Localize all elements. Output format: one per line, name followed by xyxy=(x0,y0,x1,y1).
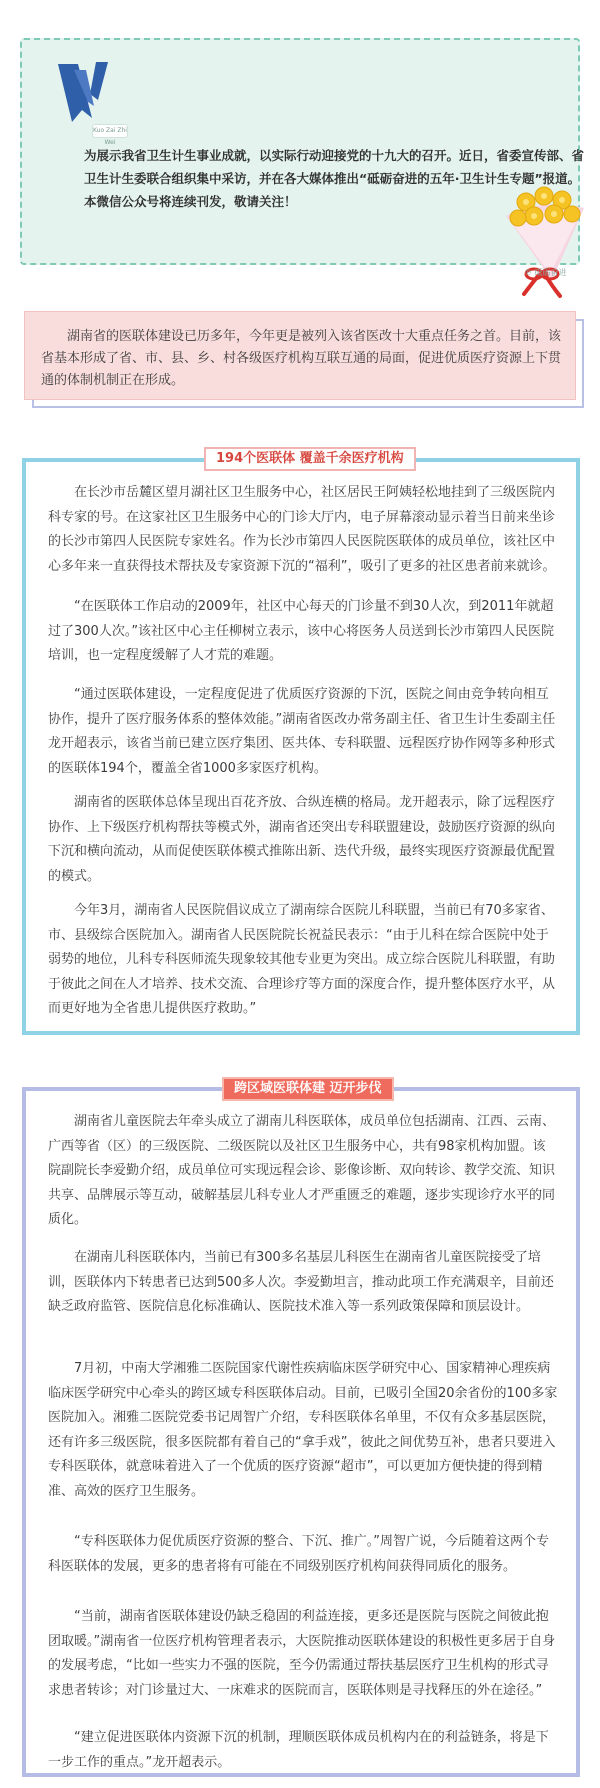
ribbon-icon xyxy=(52,60,116,124)
lead-text: 湖南省的医联体建设已历多年，今年更是被列入该省医改十大重点任务之首。目前，该省基本形成了省、市、县、乡、村各级医疗机构互联互通的局面，促进优质医疗资源上下贯通的体制机制正在形成。 xyxy=(24,311,576,400)
section-2-paragraph: “专科医联体力促优质医疗资源的整合、下沉、推广。”周智广说，今后随着这两个专科医联体的发展，更多的患者将有可能在不同级别医疗机构间获得同质化的服务。 xyxy=(48,1534,549,1574)
section-1-paragraph: 在长沙市岳麓区望月湖社区卫生服务中心，社区居民王阿姨轻松地挂到了三级医院内科专家的号。在这家社区卫生服务中心的门诊大厅内，电子屏幕滚动显示着当日前来坐诊的长沙市第四人民医院专家姓名。作为长沙市第四人民医院医联体的成员单位，该社区中心多年来一直获得技术帮扶及专家资源下沉的“福利”，吸引了更多的社区患者前来就诊。 xyxy=(48,485,556,574)
bouquet-icon xyxy=(500,186,590,302)
section-1-title: 194个医联体 覆盖千余医疗机构 xyxy=(204,447,416,471)
section-2-paragraph: 湖南省儿童医院去年牵头成立了湖南儿科医联体，成员单位包括湖南、江西、云南、广西等省（区）的三级医院、二级医院以及社区卫生服务中心，共有98家机构加盟。该院副院长李爱勤介绍，成员单位可实现远程会诊、影像诊断、双向转诊、教学交流、知识共享、品牌展示等互动，破解基层儿科专业人才严重匮乏的难题，逐步实现诊疗水平的同质化。 xyxy=(48,1114,556,1228)
section-1-paragraph: “通过医联体建设，一定程度促进了优质医疗资源的下沉，医院之间由竞争转向相互协作，提升了医疗服务体系的整体效能。”湖南省医改办常务副主任、省卫生计生委副主任龙开超表示，该省当前已建立医疗集团、医共体、专科联盟、远程医疗协作网等多种形式的医联体194个，覆盖全省1000多家医疗机构。 xyxy=(48,687,556,776)
section-2-paragraph: 在湖南儿科医联体内，当前已有300多名基层儿科医生在湖南省儿童医院接受了培训，医联体内下转患者已达到500多人次。李爱勤坦言，推动此项工作充满艰辛，目前还缺乏政府监管、医院信息化标准确认、医院技术准入等一系列政策保障和顶层设计。 xyxy=(48,1250,554,1315)
section-1-paragraph: “在医联体工作启动的2009年，社区中心每天的门诊量不到30人次，到2011年就超过了300人次。”该社区中心主任柳树立表示，该中心将医务人员送到长沙市第四人民医院培训，也一定程度缓解了人才荒的难题。 xyxy=(48,599,555,664)
section-2-title: 跨区域医联体建 迈开步伐 xyxy=(222,1077,394,1101)
section-2-paragraph: “当前，湖南省医联体建设仍缺乏稳固的利益连接，更多还是医院与医院之间彼此抱团取暖。”湖南省一位医疗机构管理者表示，大医院推动医联体建设的积极性更多居于自身的发展考虑，“比如一些实力不强的医院，至今仍需通过帮扶基层医疗卫生机构的形式寻求患者转诊；对门诊量过大、一床难求的医院而言，医联体则是寻找释压的外在途径。” xyxy=(48,1609,556,1698)
lead-block xyxy=(24,311,584,408)
brand-tag: Kuo Zai Zhi Wei xyxy=(92,124,128,138)
section-1-paragraph: 今年3月，湖南省人民医院倡议成立了湖南综合医院儿科联盟，当前已有70多家省、市、县级综合医院加入。湖南省人民医院院长祝益民表示：“由于儿科在综合医院中处于弱势的地位，儿科专科医师流失现象较其他专业更为突出。成立综合医院儿科联盟，有助于彼此之间在人才培养、技术交流、合理诊疗等方面的深度合作，提升整体医疗水平，从而更好地为全省患儿提供医疗救助。” xyxy=(48,903,556,1017)
section-2-paragraph: 7月初，中南大学湘雅二医院国家代谢性疾病临床医学研究中心、国家精神心理疾病临床医学研究中心牵头的跨区域专科医联体启动。目前，已吸引全国20余省份的100多家医院加入。湘雅二医院党委书记周智广介绍，专科医联体名单里，不仅有众多基层医院，还有许多三级医院，很多医院都有着自己的“拿手戏”，彼此之间优势互补，患者只要进入专科医联体，就意味着进入了一个优质的医疗资源“超市”，可以更加方便快捷的得到精准、高效的医疗卫生服务。 xyxy=(48,1361,558,1499)
section-1-paragraph: 湖南省的医联体总体呈现出百花齐放、合纵连横的格局。龙开超表示，除了远程医疗协作、上下级医疗机构帮扶等模式外，湖南省还突出专科联盟建设，鼓励医疗资源的纵向下沉和横向流动，从而促使医联体模式推陈出新、迭代升级，最终实现医疗资源最优配置的模式。 xyxy=(48,795,556,884)
section-2-paragraph: “建立促进医联体内资源下沉的机制，理顺医联体成员机构内在的利益链条，将是下一步工作的重点。”龙开超表示。 xyxy=(48,1730,549,1770)
section-2 xyxy=(22,1081,580,1777)
intro-card xyxy=(20,38,585,265)
signature-mark: ℗ 砥砺奋进 xyxy=(524,268,567,277)
intro-text: 为展示我省卫生计生事业成就，以实际行动迎接党的十九大的召开。近日，省委宣传部、省卫生计生委联合组织集中采访，并在各大媒体推出“砥砺奋进的五年·卫生计生专题”报道。本微信公众号将连续刊发，敬请关注！ xyxy=(84,148,585,209)
section-1 xyxy=(22,451,580,1035)
